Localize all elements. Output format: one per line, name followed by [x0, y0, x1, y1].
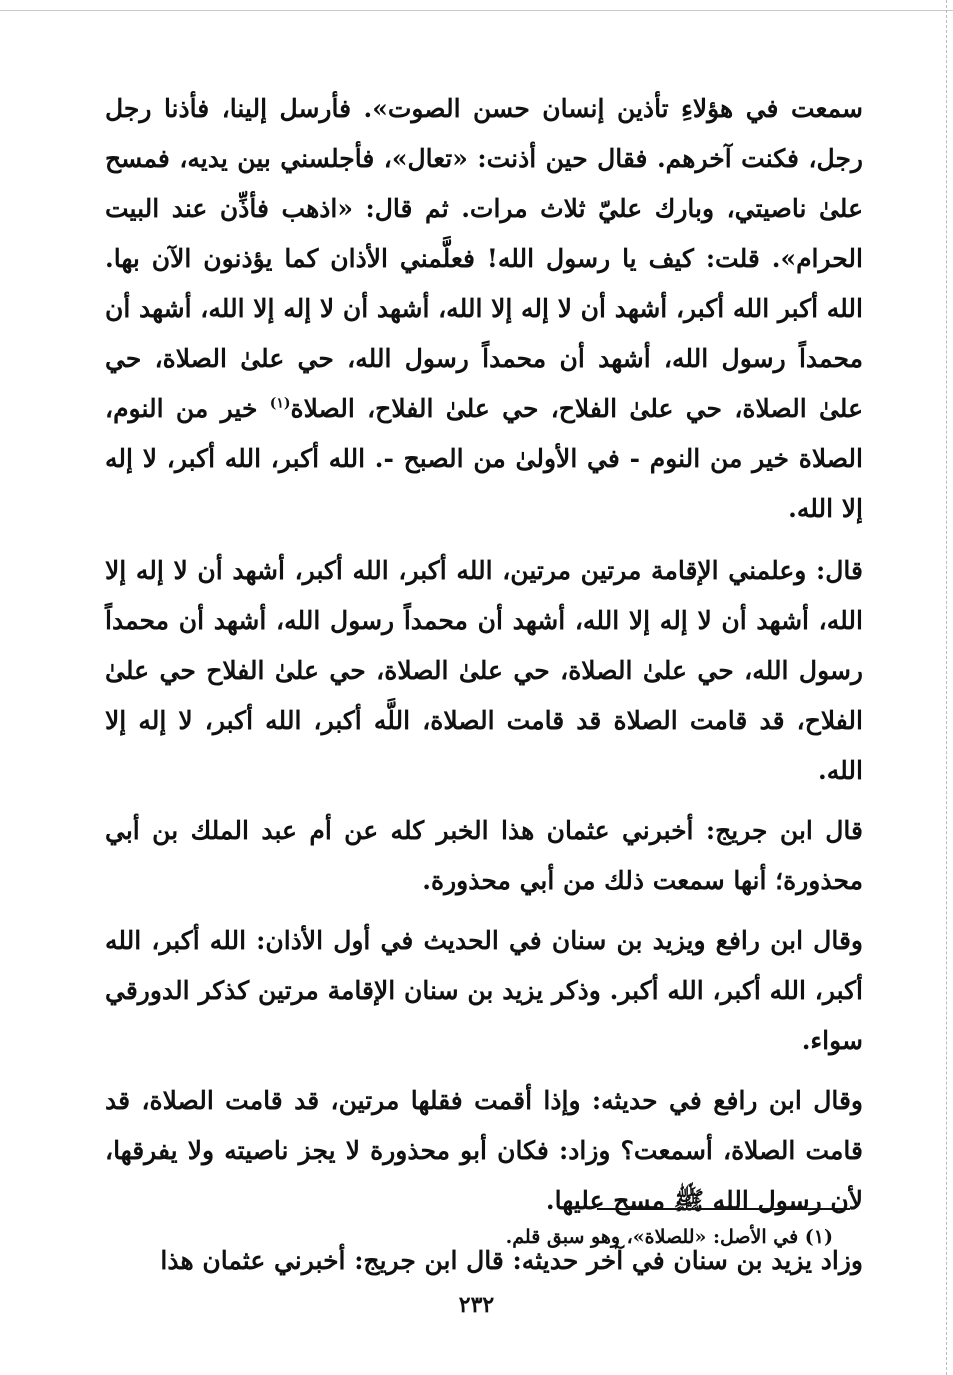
paragraph-6: وزاد يزيد بن سنان في آخر حديثه: قال ابن جريج: أخبرني عثمان هذا [160, 1246, 863, 1275]
paragraph-2: قال: وعلمني الإقامة مرتين مرتين، الله أكبر، الله أكبر، أشهد أن لا إله إلا الله، أشهد أن لا إله إلا الله، أشهد أن محمداً رسول الله، أشهد أن محمداً رسول الله، حي علىٰ الصلاة، حي علىٰ الصلاة، حي علىٰ الفلاح حي علىٰ الفلاح، قد قامت الصلاة قد قامت الصلاة، اللَّه أكبر، الله أكبر، لا إله إلا الله. [105, 556, 863, 785]
paragraph-4: وقال ابن رافع ويزيد بن سنان في الحديث في أول الأذان: الله أكبر، الله أكبر، الله أكبر، الله أكبر. وذكر يزيد بن سنان الإقامة مرتين كذكر الدورقي سواء. [105, 926, 863, 1055]
page-body [105, 84, 863, 1296]
footnote-separator [597, 1208, 850, 1210]
paragraph-1 [105, 84, 863, 534]
footnote: (١) في الأصل: «للصلاة»، وهو سبق قلم. [505, 1226, 833, 1248]
paragraph-5: وقال ابن رافع في حديثه: وإذا أقمت فقلها مرتين، قد قامت الصلاة، قد قامت الصلاة، أسمعت؟ وزاد: فكان أبو محذورة لا يجز ناصيته ولا يفرقها، لأن رسول الله ﷺ مسح عليها. [105, 1086, 863, 1215]
paragraph-3: قال ابن جريج: أخبرني عثمان هذا الخبر كله عن أم عبد الملك بن أبي محذورة؛ أنها سمعت ذلك من أبي محذورة. [105, 816, 863, 895]
footnote-marker[interactable]: (١) [269, 395, 291, 412]
page-number: ٢٣٢ [458, 1292, 495, 1318]
page-edge-right [946, 0, 947, 1375]
page-edge-top [0, 10, 953, 11]
paragraph-1-text: سمعت في هؤلاءِ تأذين إنسان حسن الصوت». فأرسل إلينا، فأذنا رجل رجل، فكنت آخرهم. فقال حين أذنت: «تعال»، فأجلسني بين يديه، فمسح علىٰ ناصيتي، وبارك عليّ ثلاث مرات. ثم قال: «اذهب فأذِّن عند البيت الحرام». قلت: كيف يا رسول الله! فعلَّمني الأذان كما يؤذنون الآن بها. الله أكبر الله أكبر، أشهد أن لا إله إلا الله، أشهد أن لا إله إلا الله، أشهد أن محمداً رسول الله، أشهد أن محمداً رسول الله، حي علىٰ الصلاة، حي علىٰ الصلاة، حي علىٰ الفلاح، حي علىٰ الفلاح، الصلاة [105, 94, 863, 423]
paragraph-1-tail: خير من النوم، الصلاة خير من النوم - في الأولىٰ من الصبح -. الله أكبر، الله أكبر، لا إله إلا الله. [105, 394, 863, 523]
